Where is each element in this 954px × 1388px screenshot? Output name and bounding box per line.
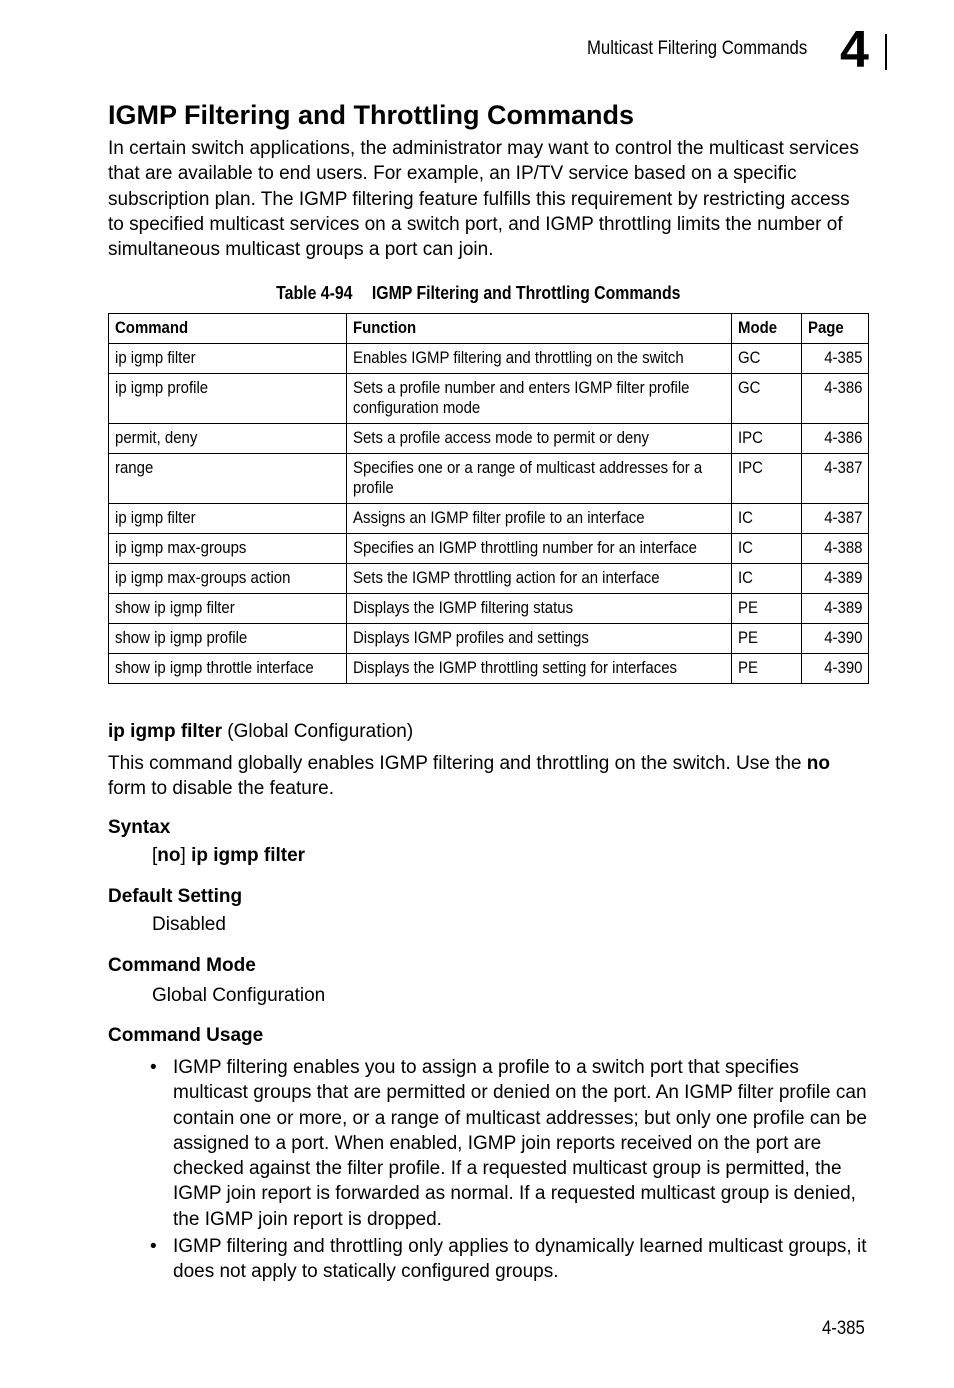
default-value: Disabled — [152, 914, 226, 935]
section-title: IGMP Filtering and Throttling Commands — [108, 100, 634, 130]
description-keyword: no — [806, 753, 830, 774]
cell-mode: IC — [732, 564, 802, 594]
cell-page: 4-385 — [802, 344, 869, 374]
usage-section — [108, 1025, 263, 1047]
description-text: This command globally enables IGMP filtering and throttling on the switch. Use the — [108, 753, 807, 774]
cell-page: 4-389 — [802, 594, 869, 624]
chapter-divider — [885, 34, 887, 70]
cell-function: Specifies one or a range of multicast addresses for a profile — [347, 454, 732, 504]
running-header-title: Multicast Filtering Commands — [587, 38, 808, 59]
cell-page: 4-387 — [802, 504, 869, 534]
table-row — [109, 624, 869, 654]
cell-mode: PE — [732, 654, 802, 684]
cell-mode: IC — [732, 534, 802, 564]
cell-function: Displays the IGMP filtering status — [347, 594, 732, 624]
cell-command: show ip igmp throttle interface — [109, 654, 347, 684]
cell-page: 4-386 — [802, 374, 869, 424]
table-row — [109, 424, 869, 454]
cell-command: ip igmp max-groups — [109, 534, 347, 564]
default-setting-section — [108, 886, 242, 936]
cell-page: 4-388 — [802, 534, 869, 564]
cell-mode: GC — [732, 374, 802, 424]
header-command: Command — [109, 314, 347, 344]
cell-command: ip igmp filter — [109, 344, 347, 374]
intro-paragraph: In certain switch applications, the administrator may want to control the multicast services that are available to end users. For example, an IP/TV service based on a specific subscription plan. The IGMP filtering feature fulfills this requirement by restricting access to specified multicast services on a switch port, and IGMP throttling limits the number of simultaneous multicast groups a port can join. — [108, 138, 859, 261]
cell-page: 4-389 — [802, 564, 869, 594]
cell-mode: GC — [732, 344, 802, 374]
cell-function: Assigns an IGMP filter profile to an interface — [347, 504, 732, 534]
cell-command: show ip igmp profile — [109, 624, 347, 654]
cell-page: 4-390 — [802, 654, 869, 684]
table-caption — [59, 283, 899, 304]
command-mode-label: (Global Configuration) — [227, 721, 414, 742]
cell-command: range — [109, 454, 347, 504]
command-description — [108, 751, 868, 802]
cell-function: Sets a profile access mode to permit or deny — [347, 424, 732, 454]
syntax-command: ip igmp filter — [191, 845, 306, 866]
cell-page: 4-390 — [802, 624, 869, 654]
table-caption-number: Table 4-94 — [276, 283, 353, 303]
syntax-section — [108, 817, 305, 867]
cell-function: Specifies an IGMP throttling number for an interface — [347, 534, 732, 564]
header-page: Page — [802, 314, 869, 344]
bullet-icon: • — [150, 1236, 157, 1258]
command-heading — [108, 721, 413, 743]
table-row — [109, 374, 869, 424]
header-mode: Mode — [732, 314, 802, 344]
table-row — [109, 454, 869, 504]
syntax-line: [no] ip igmp filter — [152, 845, 306, 866]
cell-mode: IPC — [732, 424, 802, 454]
usage-heading: Command Usage — [108, 1025, 264, 1046]
bullet-icon: • — [150, 1057, 157, 1078]
description-text-end: form to disable the feature. — [108, 778, 335, 800]
table-row — [109, 594, 869, 624]
cell-command: ip igmp max-groups action — [109, 564, 347, 594]
list-item: • IGMP filtering enables you to assign a profile to a switch port that specifies multicast groups that are permitted or denied on the port. An IGMP filter profile can contain one or more, or a range of multicast addresses; but only one profile can be assigned to a port. When enabled, IGMP join reports received on the port are checked against the filter profile. If a requested multicast group is permitted, the IGMP join report is forwarded as normal. If a requested multicast group is denied, the IGMP join report is dropped. — [150, 1057, 867, 1230]
table-row — [109, 654, 869, 684]
command-name: ip igmp filter — [108, 721, 222, 742]
header-function: Function — [347, 314, 732, 344]
table-row — [109, 504, 869, 534]
cell-page: 4-386 — [802, 424, 869, 454]
cell-function: Displays IGMP profiles and settings — [347, 624, 732, 654]
page-number: 4-385 — [822, 1318, 865, 1339]
chapter-number: 4 — [840, 21, 869, 79]
cell-function: Enables IGMP filtering and throttling on the switch — [347, 344, 732, 374]
cell-mode: PE — [732, 594, 802, 624]
cell-command: permit, deny — [109, 424, 347, 454]
table-header-row — [109, 314, 869, 344]
cell-mode: PE — [732, 624, 802, 654]
mode-value: Global Configuration — [152, 985, 326, 1006]
cell-command: ip igmp filter — [109, 504, 347, 534]
table-row — [109, 534, 869, 564]
cell-command: show ip igmp filter — [109, 594, 347, 624]
table-caption-title: IGMP Filtering and Throttling Commands — [371, 283, 681, 303]
table-row — [109, 564, 869, 594]
cell-function: Displays the IGMP throttling setting for interfaces — [347, 654, 732, 684]
command-mode-section — [108, 955, 325, 1007]
commands-table — [108, 313, 869, 684]
cell-page: 4-387 — [802, 454, 869, 504]
table-row — [109, 344, 869, 374]
mode-heading: Command Mode — [108, 955, 256, 976]
cell-function: Sets the IGMP throttling action for an interface — [347, 564, 732, 594]
list-item: • IGMP filtering and throttling only applies to dynamically learned multicast groups, it does not apply to statically configured groups. — [150, 1236, 867, 1283]
syntax-heading: Syntax — [108, 817, 171, 838]
cell-mode: IPC — [732, 454, 802, 504]
usage-list — [150, 1055, 868, 1287]
cell-function: Sets a profile number and enters IGMP filter profile configuration mode — [347, 374, 732, 424]
cell-command: ip igmp profile — [109, 374, 347, 424]
default-heading: Default Setting — [108, 886, 243, 907]
cell-mode: IC — [732, 504, 802, 534]
